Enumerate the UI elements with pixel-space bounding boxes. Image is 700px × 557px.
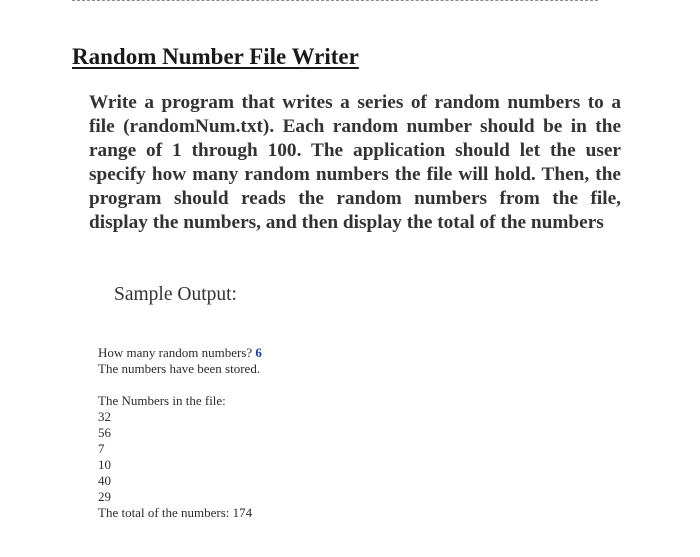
numbers-heading: The Numbers in the file: — [98, 393, 226, 408]
number-line: 29 — [98, 489, 111, 504]
number-line: 10 — [98, 457, 111, 472]
number-line: 7 — [98, 441, 105, 456]
sample-output-console — [98, 345, 262, 521]
problem-statement: Write a program that writes a series of random numbers to a file (randomNum.txt). Each random number should be in the range of 1 through 100. The application should let the user specify how many random numbers the file will hold. Then, the program should reads the random numbers from the file, display the numbers, and then display the total of the numbers — [89, 92, 621, 233]
total-line: The total of the numbers: 174 — [98, 505, 253, 520]
prompt-text: How many random numbers? — [98, 345, 256, 360]
prompt-line — [98, 345, 262, 361]
blank-line — [98, 377, 262, 393]
number-line: 56 — [98, 425, 111, 440]
number-line: 40 — [98, 473, 111, 488]
user-input-value: 6 — [255, 345, 262, 360]
top-dashed-rule — [72, 0, 598, 1]
document-title: Random Number File Writer — [72, 44, 359, 69]
stored-message: The numbers have been stored. — [98, 361, 261, 376]
sample-output-heading: Sample Output: — [114, 284, 237, 305]
number-line: 32 — [98, 409, 111, 424]
